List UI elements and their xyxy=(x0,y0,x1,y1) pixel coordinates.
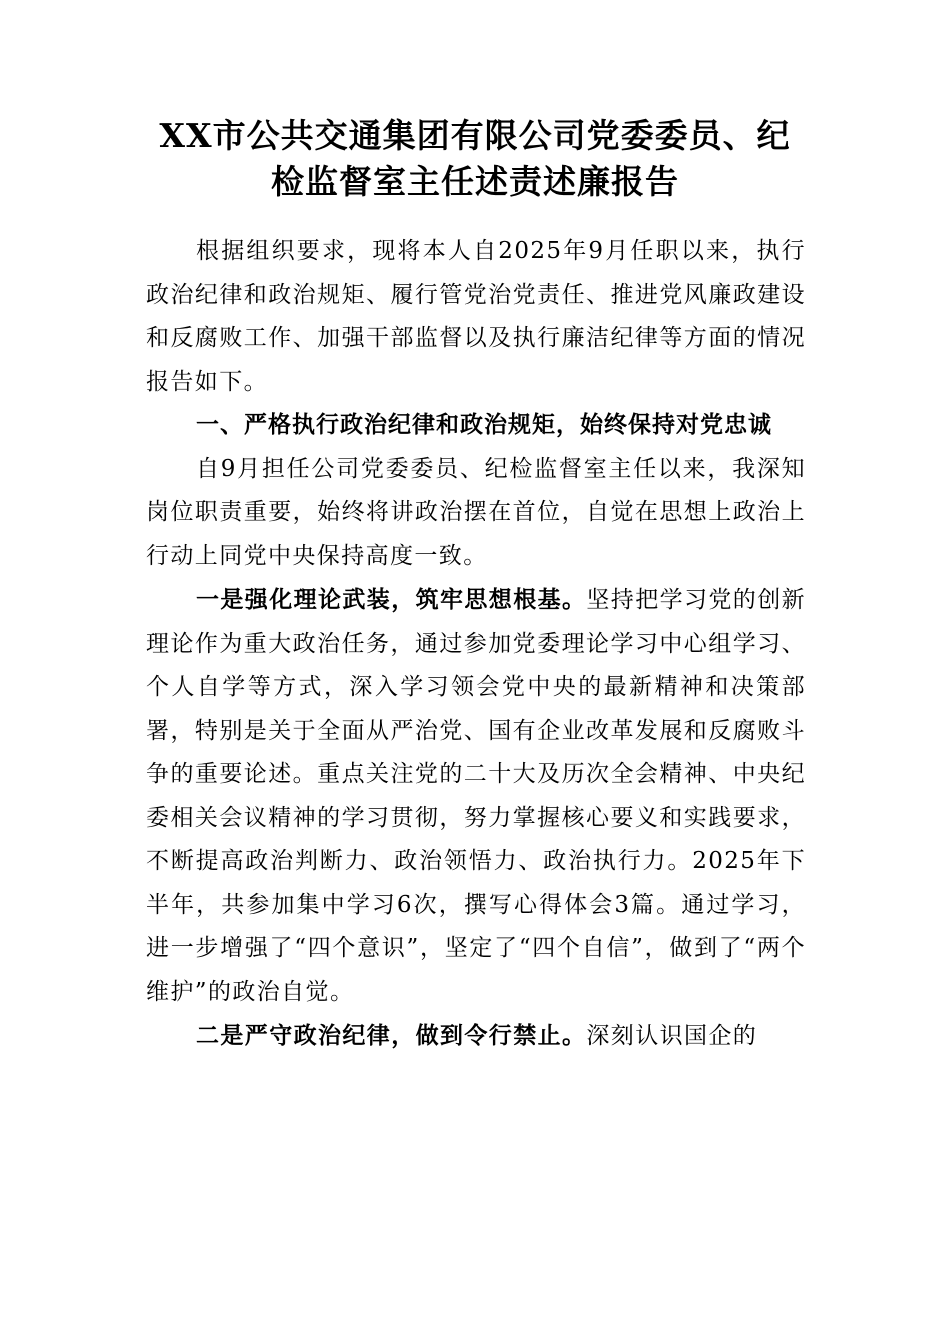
point-2-paragraph xyxy=(146,1014,806,1059)
title-line-1: XX市公共交通集团有限公司党委委员、纪 xyxy=(159,116,791,155)
document-title xyxy=(130,113,820,205)
title-line-2: 检监督室主任述责述廉报告 xyxy=(271,162,679,201)
intro-paragraph: 根据组织要求，现将本人自2025年9月任职以来，执行政治纪律和政治规矩、履行管党治党责任、推进党风廉政建设和反腐败工作、加强干部监督以及执行廉洁纪律等方面的情况报告如下。 xyxy=(146,238,806,395)
section-1-heading: 一、严格执行政治纪律和政治规矩，始终保持对党忠诚 xyxy=(196,412,772,438)
point-1-text: 坚持把学习党的创新理论作为重大政治任务，通过参加党委理论学习中心组学习、个人自学等方式，深入学习领会党中央的最新精神和决策部署，特别是关于全面从严治党、国有企业改革发展和反腐败斗争的重要论述。重点关注党的二十大及历次全会精神、中央纪委相关会议精神的学习贯彻，努力掌握核心要义和实践要求，不断提高政治判断力、政治领悟力、政治执行力。2025年下半年，共参加集中学习6次，撰写心得体会3篇。通过学习，进一步增强了“四个意识”，坚定了“四个自信”，做到了“两个维护”的政治自觉。 xyxy=(146,587,807,1005)
point-1-paragraph xyxy=(146,578,806,1014)
point-1-lead: 一是强化理论武装，筑牢思想根基。 xyxy=(196,586,587,613)
point-2-text: 深刻认识国企的 xyxy=(586,1023,758,1049)
point-2-lead: 二是严守政治纪律，做到令行禁止。 xyxy=(196,1022,587,1049)
section-1-paragraph: 自9月担任公司党委委员、纪检监督室主任以来，我深知岗位职责重要，始终将讲政治摆在首位，自觉在思想上政治上行动上同党中央保持高度一致。 xyxy=(146,455,806,569)
document-body xyxy=(146,230,806,1059)
